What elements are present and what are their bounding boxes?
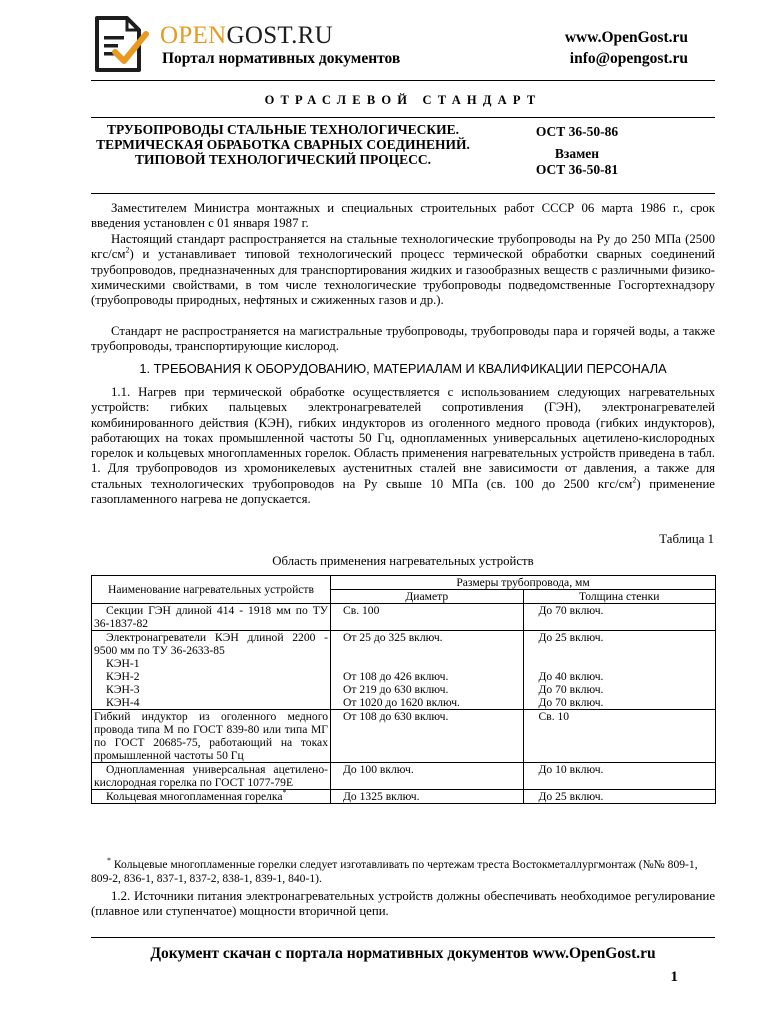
footnote-marker: * (282, 788, 287, 798)
diameter-cell: До 1325 включ. (331, 790, 524, 804)
page-number: 1 (670, 969, 678, 985)
diameter-cell: Св. 100 (331, 604, 524, 631)
thickness-cell: Св. 10 (523, 710, 716, 763)
document-title: ТРУБОПРОВОДЫ СТАЛЬНЫЕ ТЕХНОЛОГИЧЕСКИЕ. ТЕРМИЧЕСКАЯ ОБРАБОТКА СВАРНЫХ СОЕДИНЕНИЙ. ТИПОВОЙ ТЕХНОЛОГИЧЕСКИЙ ПРОЦЕСС. (96, 122, 470, 167)
column-header-wall-thickness: Толщина стенки (523, 590, 716, 604)
table-row (92, 710, 716, 763)
table-caption: Область применения нагревательных устройств (272, 554, 534, 568)
brand-name-part-open: OPEN (160, 22, 227, 49)
section-1-heading: 1. ТРЕБОВАНИЯ К ОБОРУДОВАНИЮ, МАТЕРИАЛАМ И КВАЛИФИКАЦИИ ПЕРСОНАЛА (139, 361, 667, 376)
device-cell-text: Кольцевая многопламенная горелка (106, 790, 283, 803)
table-row (92, 763, 716, 790)
diameter-value: От 1020 до 1620 включ. (343, 696, 460, 709)
superscript: 2 (125, 246, 130, 256)
column-header-pipe-sizes: Размеры трубопровода, мм (331, 576, 716, 590)
device-subtype: КЭН-3 (106, 683, 140, 696)
thickness-value: До 25 включ. (538, 631, 604, 644)
footnote-marker: * (107, 856, 111, 865)
device-cell: Гибкий индуктор из оголенного медного провода типа М по ГОСТ 839-80 или типа МГ по ГОСТ 20685-75, работающий на токах промышленной частоты 50 Гц (92, 710, 331, 763)
thickness-cell: До 10 включ. (523, 763, 716, 790)
clause-1-1-paragraph (91, 385, 715, 507)
device-cell (92, 790, 331, 804)
diameter-cell (331, 631, 524, 710)
thickness-value (539, 644, 714, 670)
clause-1-1-text-start: 1.1. Нагрев при термической обработке осуществляется с использованием следующих нагревательных устройств: гибких пальцевых электронагревателей сопротивления (ГЭН), электронагревателей комбинированного действия (КЭН), гибких индукторов из оголенного медного провода (гибких индукторов), работающих на токах промышленной частоты 50 Гц, однопламенных универсальных ацетилено-кислородных горелок и кольцевых многопламенных горелок. Область применения нагревательных устройств приведена в табл. 1. Для трубопроводов из хромоникелевых аустенитных сталей вне зависимости от давления, а также для стальных технологических трубопроводов на Ру свыше 10 МПа (св. 100 до 2500 кгс/см (91, 385, 715, 491)
standard-kind-heading: ОТРАСЛЕВОЙ СТАНДАРТ (264, 93, 542, 107)
column-header-device: Наименование нагревательных устройств (92, 576, 331, 604)
footer-download-notice: Документ скачан с портала нормативных документов www.OpenGost.ru (150, 945, 656, 962)
contact-email-link[interactable]: info@opengost.ru (569, 50, 688, 67)
device-subtype: КЭН-1 (106, 657, 140, 670)
document-number: ОСТ 36-50-86 (535, 124, 619, 139)
superscript: 2 (632, 475, 637, 485)
brand-name-part-gost: GOST.RU (226, 22, 333, 49)
thickness-value: До 70 включ. (538, 696, 604, 709)
diameter-value: От 219 до 630 включ. (343, 683, 449, 696)
footnote-text: Кольцевые многопламенные горелки следует изготавливать по чертежам треста Востокметаллургмонтаж (№№ 809-1, 809-2, 836-1, 837-1, 837-2, 838-1, 839-1, 840-1). (91, 857, 698, 885)
replaces-block (510, 146, 644, 178)
table-number: Таблица 1 (659, 532, 714, 546)
title-top-divider (91, 117, 715, 118)
scope-paragraph (91, 232, 715, 308)
clause-1-1-text-end: ) применение газопламенного нагрева не допускается. (91, 476, 715, 507)
table-footnote (91, 854, 715, 886)
brand-name (160, 22, 333, 50)
exclusion-paragraph: Стандарт не распространяется на магистральные трубопроводы, трубопроводы пара и горячей воды, а также трубопроводы, транспортирующие кислород. (91, 324, 715, 354)
diameter-value: От 25 до 325 включ. (343, 631, 443, 644)
portal-tagline: Портал нормативных документов (162, 50, 401, 67)
table-header-row (92, 576, 716, 590)
thickness-cell (523, 631, 716, 710)
device-cell: Секции ГЭН длиной 414 - 1918 мм по ТУ 36-1837-82 (92, 604, 331, 631)
device-subtype: КЭН-2 (106, 670, 140, 683)
scope-text-start: Настоящий стандарт распространяется на стальные технологические трубопроводы на Ру до 250 МПа (2500 кгс/см (91, 232, 715, 262)
thickness-cell: До 70 включ. (523, 604, 716, 631)
scope-text-end: ) и устанавливает типовой технологический процесс термической обработки сварных соединений трубопроводов, предназначенных для транспортирования жидких и газообразных веществ с различными физико-химическими свойствами, в том числе технологические трубопроводы подведомственные Госгортехнадзору (трубопроводы природных, нефтяных и сжиженных газов и др.). (91, 247, 715, 308)
header-divider (91, 80, 715, 81)
site-url-link[interactable]: www.OpenGost.ru (564, 29, 688, 46)
table-row (92, 631, 716, 710)
diameter-value: От 108 до 426 включ. (343, 670, 449, 683)
clause-1-2-paragraph: 1.2. Источники питания электронагревательных устройств должны обеспечивать необходимое регулирование (плавное или ступенчатое) мощности вторичной цепи. (91, 889, 715, 919)
heating-devices-table (91, 575, 716, 804)
thickness-value: До 70 включ. (538, 683, 604, 696)
column-header-diameter: Диаметр (331, 590, 524, 604)
thickness-value: До 40 включ. (538, 670, 604, 683)
opengost-logo-icon (91, 14, 149, 74)
title-bottom-divider (91, 193, 715, 194)
device-cell: Однопламенная универсальная ацетилено-кислородная горелка по ГОСТ 1077-79Е (92, 763, 331, 790)
approval-paragraph: Заместителем Министра монтажных и специальных строительных работ СССР 06 марта 1986 г., срок введения установлен с 01 января 1987 г. (91, 201, 715, 231)
footer-divider (91, 937, 715, 938)
table-row (92, 604, 716, 631)
replaces-number: ОСТ 36-50-81 (535, 162, 619, 177)
diameter-cell: До 100 включ. (331, 763, 524, 790)
thickness-cell: До 25 включ. (523, 790, 716, 804)
diameter-value (343, 644, 521, 670)
device-cell-title: Электронагреватели КЭН длиной 2200 - 9500 мм по ТУ 36-2633-85 (94, 631, 328, 657)
replaces-label: Взамен (554, 146, 600, 161)
table-row (92, 790, 716, 804)
device-cell (92, 631, 331, 710)
device-subtype: КЭН-4 (106, 696, 140, 709)
diameter-cell: От 108 до 630 включ. (331, 710, 524, 763)
